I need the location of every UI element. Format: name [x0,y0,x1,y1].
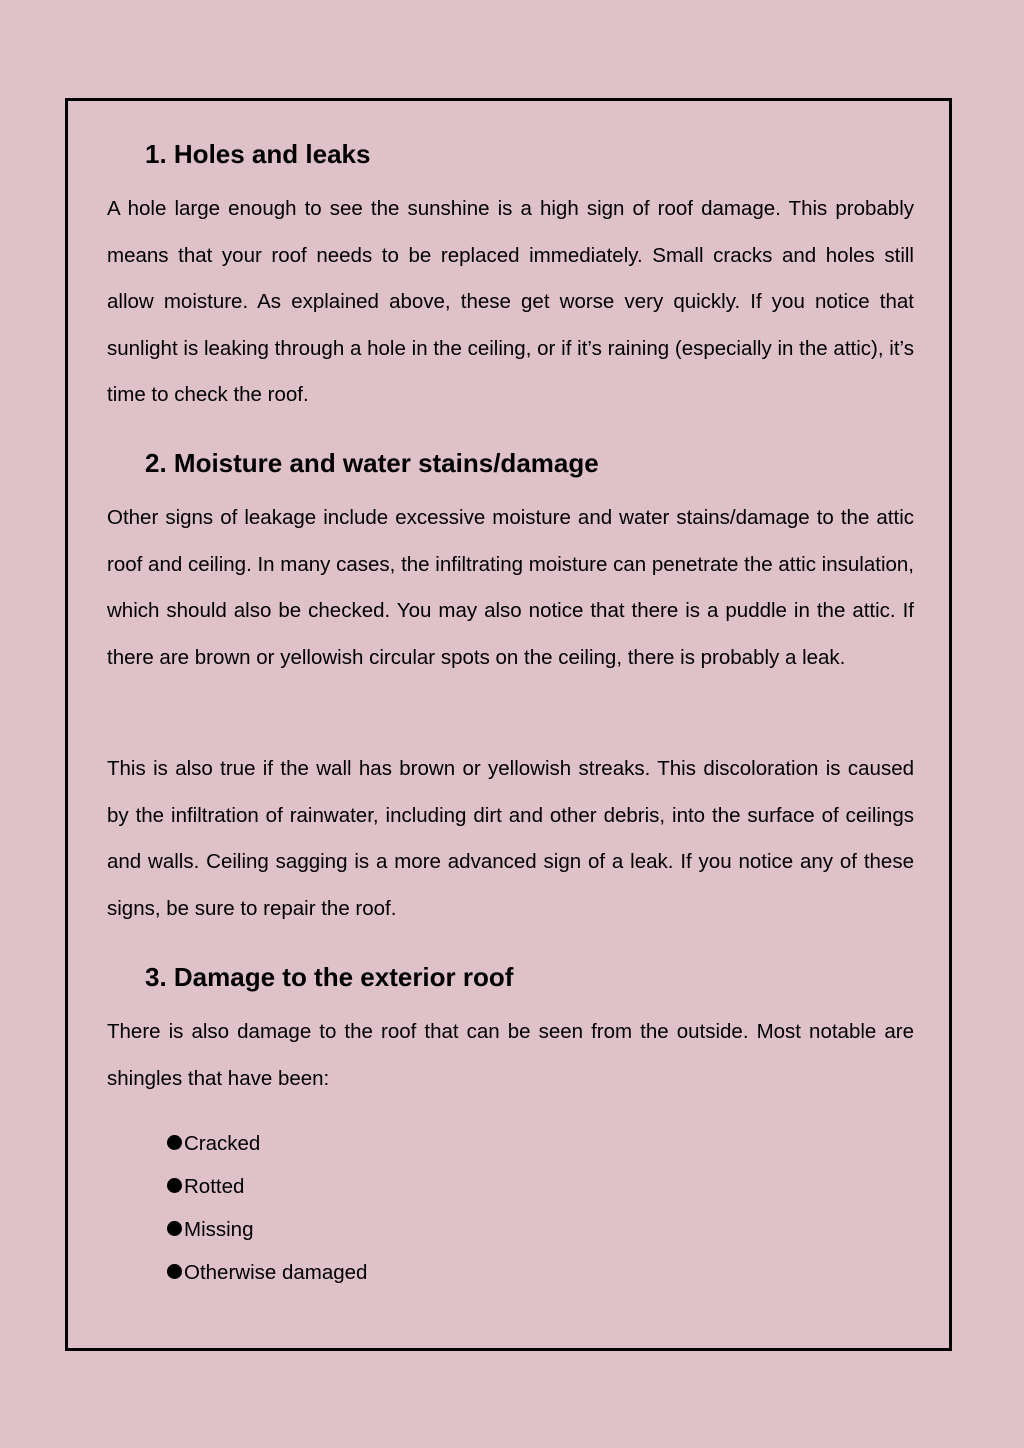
list-item-label: Rotted [184,1175,245,1198]
shingle-damage-list [167,1129,367,1301]
section-heading-exterior-roof-damage: 3. Damage to the exterior roof [145,962,514,992]
list-item-label: Missing [184,1218,254,1241]
section-heading-moisture-and-water-stains: 2. Moisture and water stains/damage [145,448,599,478]
list-item [167,1129,367,1172]
bullet-dot-icon [167,1221,182,1236]
list-item [167,1258,367,1301]
paragraph-exterior-damage: There is also damage to the roof that can be seen from the outside. Most notable are shingles that have been: [107,1020,914,1090]
list-item [167,1215,367,1258]
section-heading-holes-and-leaks: 1. Holes and leaks [145,139,371,169]
bullet-dot-icon [167,1264,182,1279]
bullet-dot-icon [167,1135,182,1150]
list-item [167,1172,367,1215]
paragraph-wall-streaks: This is also true if the wall has brown or yellowish streaks. This discoloration is caused by the infiltration of rainwater, including dirt and other debris, into the surface of ceilings and walls. Ceiling sagging is a more advanced sign of a leak. If you notice any of these signs, be sure to repair the roof. [107,757,914,920]
paragraph-holes-and-leaks: A hole large enough to see the sunshine is a high sign of roof damage. This probably means that your roof needs to be replaced immediately. Small cracks and holes still allow moisture. As explained above, these get worse very quickly. If you notice that sunlight is leaking through a hole in the ceiling, or if it’s raining (especially in the attic), it’s time to check the roof. [107,197,914,407]
paragraph-moisture-signs: Other signs of leakage include excessive moisture and water stains/damage to the attic roof and ceiling. In many cases, the infiltrating moisture can penetrate the attic insulation, which should also be checked. You may also notice that there is a puddle in the attic. If there are brown or yellowish circular spots on the ceiling, there is probably a leak. [107,506,914,669]
list-item-label: Otherwise damaged [184,1261,368,1284]
bullet-dot-icon [167,1178,182,1193]
document-frame [65,98,952,1351]
list-item-label: Cracked [184,1132,261,1155]
